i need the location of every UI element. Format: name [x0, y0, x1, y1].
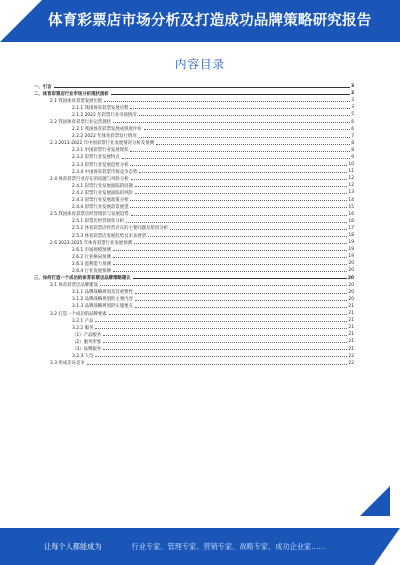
toc-entry-title: 2.3.4 中国体育彩票市场竞争态势: [72, 169, 138, 175]
toc-leader-dots: [126, 220, 347, 223]
toc-entry[interactable]: [34, 225, 354, 232]
toc-leader-dots: [111, 92, 350, 95]
toc-entry-title: 3.2.3 人员: [72, 354, 94, 360]
toc-leader-dots: [95, 319, 347, 322]
footer-tagline: 行业专家、管理专家、营销专家、战略专家、成功企业家……: [131, 541, 326, 551]
toc-leader-dots: [95, 355, 347, 358]
toc-entry[interactable]: [34, 275, 354, 282]
toc-entry[interactable]: [34, 97, 354, 104]
toc-entry-title: 2.2 我国体育彩票行业运营现状: [50, 120, 112, 126]
toc-entry-page: 16: [348, 211, 354, 217]
toc-entry[interactable]: [34, 353, 354, 360]
toc-entry-page: 7: [351, 133, 354, 139]
toc-entry-page: 9: [351, 154, 354, 160]
toc-entry-page: 8: [351, 147, 354, 153]
toc-leader-dots: [130, 107, 350, 110]
toc-entry-title: 2.5.2 体育彩票店经营存在的主要问题及原因分析: [72, 226, 168, 232]
toc-entry-title: 2.5 我国体育彩票店经营现状与发展趋势: [50, 212, 129, 218]
toc-entry-title: 3.3 形成差异竞争: [50, 361, 85, 367]
toc-leader-dots: [139, 114, 351, 117]
toc-entry-page: 22: [348, 353, 354, 359]
toc-entry-page: 10: [348, 162, 354, 168]
toc-entry-title: 2.4 体育彩票行业存在的问题与风险分析: [50, 176, 129, 182]
toc-entry-title: 二、体育彩票店行业市场分析现状剖析: [34, 91, 109, 97]
toc-leader-dots: [103, 348, 347, 351]
toc-entry[interactable]: [34, 310, 354, 317]
header-banner: [0, 0, 400, 42]
toc-entry[interactable]: [34, 267, 354, 274]
toc-entry-title: 3.1.1 品牌战略规划及其重要性: [72, 290, 133, 296]
toc-leader-dots: [133, 277, 347, 280]
toc-entry[interactable]: [34, 218, 354, 225]
toc-leader-dots: [130, 206, 347, 209]
toc-leader-dots: [130, 163, 347, 166]
toc-entry[interactable]: [34, 83, 354, 90]
header-corner-decoration: [0, 0, 42, 42]
toc-entry-page: 20: [348, 289, 354, 295]
toc-entry-page: 21: [348, 311, 354, 317]
toc-leader-dots: [113, 263, 347, 266]
toc-entry-page: 14: [348, 197, 354, 203]
toc-entry-title: 2.3.1 中国彩票行业发展现状: [72, 148, 129, 154]
toc-entry-page: 5: [351, 112, 354, 118]
toc-leader-dots: [100, 284, 348, 287]
toc-leader-dots: [130, 149, 350, 152]
toc-leader-dots: [103, 341, 347, 344]
toc-entry[interactable]: [34, 324, 354, 331]
toc-entry-page: 21: [348, 325, 354, 331]
toc-leader-dots: [144, 128, 351, 131]
toc-leader-dots: [113, 121, 350, 124]
toc-entry[interactable]: [34, 133, 354, 140]
corner-decoration: [360, 486, 390, 516]
toc-entry[interactable]: [34, 317, 354, 324]
toc-entry-page: 20: [348, 296, 354, 302]
toc-entry[interactable]: [34, 345, 354, 352]
toc-entry-title: 2.6 2023-2025 年体育彩票行业发展预测: [50, 240, 133, 246]
toc-entry-title: 2.1.1 我国体育彩票发展历程: [72, 105, 129, 111]
toc-entry-title: 2.6.1 市场规模预测: [72, 247, 111, 253]
toc-entry[interactable]: [34, 289, 354, 296]
report-title: 体育彩票店市场分析及打造成功品牌策略研究报告: [48, 13, 372, 29]
toc-entry[interactable]: [34, 126, 354, 133]
toc-entry[interactable]: [34, 303, 354, 310]
toc-entry[interactable]: [34, 140, 354, 147]
toc-leader-dots: [131, 213, 348, 216]
toc-entry-title: （2）服务形象: [72, 339, 102, 345]
toc-entry[interactable]: [34, 260, 354, 267]
toc-entry[interactable]: [34, 253, 354, 260]
toc-entry-title: 2.3 2013-2022 年中国彩票行业发展情况分析及预测: [50, 141, 154, 147]
toc-entry[interactable]: [34, 118, 354, 125]
toc-entry-page: 12: [348, 176, 354, 182]
toc-entry-title: 3.1.3 品牌战略规划的实施要点: [72, 304, 133, 310]
table-of-contents: [34, 83, 354, 367]
toc-entry-page: 21: [348, 346, 354, 352]
toc-entry-page: 19: [348, 247, 354, 253]
toc-entry-page: 20: [348, 268, 354, 274]
toc-leader-dots: [95, 326, 347, 329]
toc-entry-title: 2.6.2 行业格局预测: [72, 254, 111, 260]
toc-leader-dots: [156, 142, 350, 145]
toc-entry[interactable]: [34, 239, 354, 246]
toc-entry-title: 2.4.4 彩票行业发展前景展望: [72, 205, 129, 211]
toc-leader-dots: [148, 234, 347, 237]
toc-entry[interactable]: [34, 111, 354, 118]
toc-entry-page: 6: [351, 119, 354, 125]
toc-entry-page: 21: [348, 303, 354, 309]
toc-entry[interactable]: [34, 282, 354, 289]
toc-entry-page: 3: [351, 105, 354, 111]
toc-leader-dots: [130, 199, 347, 202]
toc-entry-page: 19: [348, 240, 354, 246]
toc-entry-title: 2.6.3 盈利能力预测: [72, 261, 111, 267]
toc-entry-page: 21: [348, 318, 354, 324]
toc-entry-page: 11: [348, 169, 354, 175]
toc-entry[interactable]: [34, 154, 354, 161]
toc-entry-title: 2.1 我国体育彩票发展历程: [50, 98, 103, 104]
footer-slogan: 让每个人都能成为: [44, 541, 102, 551]
toc-entry-title: 2.5.3 体育彩票店发展趋势及未来展望: [72, 233, 147, 239]
toc-entry-title: 2.3.3 彩票行业发展趋势分析: [72, 162, 129, 168]
toc-leader-dots: [135, 298, 348, 301]
toc-entry-page: 20: [348, 261, 354, 267]
toc-entry-page: 13: [348, 190, 354, 196]
toc-entry-title: 2.2.2 2022 年体育彩票发行情况: [72, 134, 137, 140]
toc-entry-page: 20: [347, 275, 354, 281]
toc-entry[interactable]: [34, 182, 354, 189]
toc-entry-page: 6: [351, 126, 354, 132]
toc-leader-dots: [122, 156, 351, 159]
toc-entry-title: 2.3.2 彩票行业发展特点: [72, 155, 120, 161]
toc-entry-title: 2.5.1 彩票店经营现状分析: [72, 219, 125, 225]
toc-leader-dots: [139, 135, 351, 138]
footer-banner: [0, 528, 400, 565]
toc-leader-dots: [104, 99, 350, 102]
toc-entry-page: 19: [348, 254, 354, 260]
toc-leader-dots: [170, 227, 347, 230]
toc-leader-dots: [54, 85, 350, 88]
toc-entry-title: 3.2 打造一个成功的品牌要素: [50, 311, 107, 317]
toc-entry[interactable]: [34, 331, 354, 338]
toc-entry-page: 17: [348, 225, 354, 231]
toc-entry-page: 21: [348, 339, 354, 345]
toc-entry-title: 3.2.2 服务: [72, 325, 94, 331]
toc-leader-dots: [113, 270, 347, 273]
toc-entry[interactable]: [34, 338, 354, 345]
toc-leader-dots: [87, 362, 348, 365]
toc-entry-page: 12: [348, 183, 354, 189]
toc-entry-title: 3.1.2 品牌战略规划的主要内容: [72, 297, 133, 303]
toc-entry-page: 8: [351, 140, 354, 146]
toc-leader-dots: [131, 177, 348, 180]
toc-entry[interactable]: [34, 168, 354, 175]
toc-leader-dots: [113, 248, 347, 251]
toc-entry-title: 2.6.4 行业发展预测: [72, 268, 111, 274]
toc-entry-title: 3.1 体育彩票店品牌建设: [50, 283, 98, 289]
toc-leader-dots: [109, 312, 348, 315]
toc-leader-dots: [103, 334, 347, 337]
toc-entry-title: （3）品牌服务: [72, 347, 102, 353]
toc-entry-page: 21: [348, 332, 354, 338]
toc-leader-dots: [135, 291, 348, 294]
toc-leader-dots: [134, 241, 347, 244]
toc-entry-title: 2.4.3 彩票行业发展政策分析: [72, 198, 129, 204]
toc-entry-page: 15: [348, 204, 354, 210]
toc-leader-dots: [139, 170, 347, 173]
toc-entry-page: 20: [348, 282, 354, 288]
footer-corner-decoration: [374, 528, 400, 565]
toc-entry[interactable]: [34, 161, 354, 168]
toc-entry-title: （1）产品服务: [72, 332, 102, 338]
toc-entry-page: 3: [351, 98, 354, 104]
toc-entry-title: 2.1.2 2022 年彩票行业市场情况: [72, 112, 137, 118]
toc-entry-title: 2.4.2 彩票行业发展面临的风险: [72, 190, 133, 196]
toc-entry-title: 2.2.1 我国体育彩票发展成熟度评价: [72, 127, 142, 133]
toc-entry[interactable]: [34, 90, 354, 97]
toc-leader-dots: [113, 256, 347, 259]
toc-entry-page: 16: [348, 218, 354, 224]
toc-entry[interactable]: [34, 204, 354, 211]
toc-entry[interactable]: [34, 296, 354, 303]
toc-entry-title: 2.4.1 彩票行业发展面临的问题: [72, 183, 133, 189]
toc-entry[interactable]: [34, 232, 354, 239]
toc-entry[interactable]: [34, 189, 354, 196]
toc-leader-dots: [135, 305, 348, 308]
toc-entry[interactable]: [34, 360, 354, 367]
toc-leader-dots: [135, 192, 348, 195]
toc-heading: 内容目录: [175, 57, 225, 71]
toc-entry[interactable]: [34, 246, 354, 253]
toc-entry-page: 22: [348, 360, 354, 366]
toc-entry-title: 3.2.1 产品: [72, 318, 94, 324]
toc-entry-page: 3: [350, 91, 354, 97]
toc-entry[interactable]: [34, 197, 354, 204]
toc-entry[interactable]: [34, 175, 354, 182]
toc-entry[interactable]: [34, 104, 354, 111]
toc-entry-page: 3: [350, 84, 354, 90]
toc-entry-title: 一、引言: [34, 84, 52, 90]
toc-entry[interactable]: [34, 211, 354, 218]
toc-entry[interactable]: [34, 147, 354, 154]
toc-entry-page: 18: [348, 233, 354, 239]
toc-leader-dots: [135, 185, 348, 188]
toc-entry-title: 三、如何打造一个成功的体育彩票店品牌策略建议: [34, 276, 131, 282]
